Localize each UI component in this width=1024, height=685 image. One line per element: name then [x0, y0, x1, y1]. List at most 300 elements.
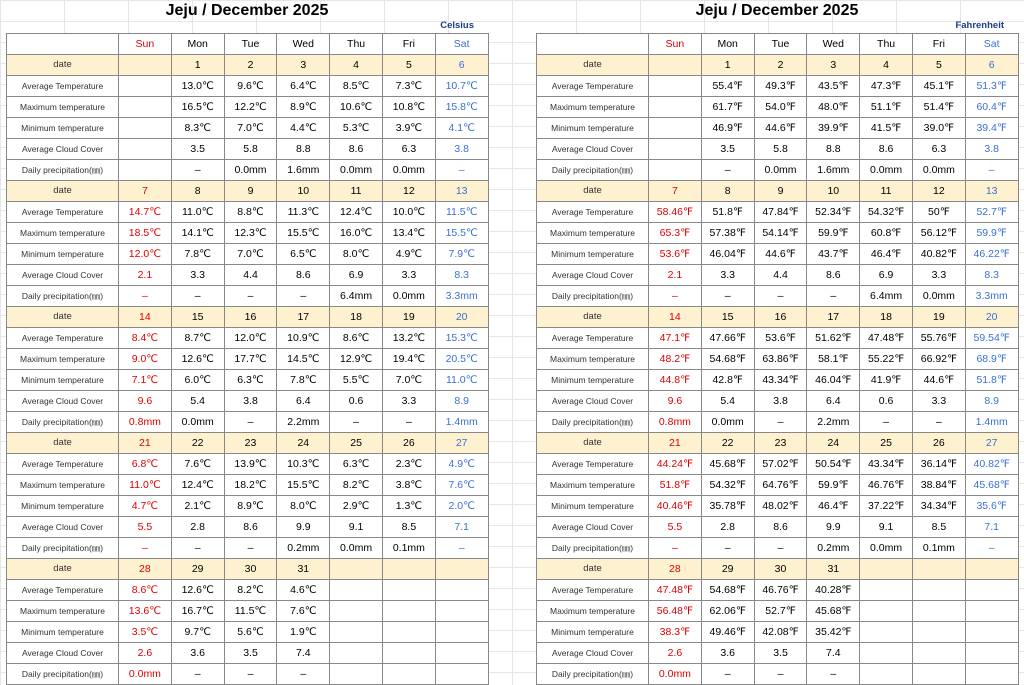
date-cell: 9: [224, 181, 277, 202]
precip-row: [537, 286, 1019, 307]
row-label: Daily precipitation(㎜): [7, 538, 119, 559]
value-cell: 5.6℃: [224, 622, 277, 643]
value-cell: 39.9℉: [807, 118, 860, 139]
value-cell: 0.0mm: [224, 160, 277, 181]
value-cell: 8.2℃: [224, 580, 277, 601]
date-cell: [119, 55, 172, 76]
value-cell: 55.22℉: [860, 349, 913, 370]
value-cell: –: [701, 538, 754, 559]
value-cell: 4.7℃: [119, 496, 172, 517]
value-cell: –: [649, 538, 702, 559]
value-cell: 20.5℃: [435, 349, 488, 370]
value-cell: 51.8℉: [701, 202, 754, 223]
date-cell: 2: [754, 55, 807, 76]
value-cell: [965, 580, 1018, 601]
value-cell: 7.9℃: [435, 244, 488, 265]
value-cell: 7.8℃: [171, 244, 224, 265]
row-label: Average Temperature: [7, 202, 119, 223]
celsius-calendar-table: [6, 33, 489, 685]
value-cell: 3.5: [224, 643, 277, 664]
value-cell: 4.4: [754, 265, 807, 286]
value-cell: 8.4℃: [119, 328, 172, 349]
value-cell: 7.6℃: [435, 475, 488, 496]
date-cell: 20: [965, 307, 1018, 328]
value-cell: 4.1℃: [435, 118, 488, 139]
value-cell: 0.8mm: [119, 412, 172, 433]
value-cell: 4.6℃: [277, 580, 330, 601]
row-label: Maximum temperature: [7, 97, 119, 118]
value-cell: 2.1: [649, 265, 702, 286]
row-label: Minimum temperature: [537, 118, 649, 139]
value-cell: 12.4℃: [330, 202, 383, 223]
panel-title: Jeju / December 2025: [695, 2, 859, 19]
date-cell: 28: [649, 559, 702, 580]
value-cell: 54.0℉: [754, 97, 807, 118]
value-cell: 0.1mm: [382, 538, 435, 559]
value-cell: [382, 664, 435, 685]
value-cell: 0.8mm: [649, 412, 702, 433]
value-cell: 6.4mm: [330, 286, 383, 307]
value-cell: 8.5: [912, 517, 965, 538]
value-cell: 46.9℉: [701, 118, 754, 139]
value-cell: [860, 601, 913, 622]
value-cell: 6.4mm: [860, 286, 913, 307]
value-cell: 47.1℉: [649, 328, 702, 349]
date-cell: 17: [277, 307, 330, 328]
value-cell: 0.0mm: [171, 412, 224, 433]
value-cell: 8.8: [277, 139, 330, 160]
row-label: Minimum temperature: [537, 244, 649, 265]
value-cell: 8.9℃: [224, 496, 277, 517]
value-cell: 46.4℉: [807, 496, 860, 517]
value-cell: 52.7℉: [754, 601, 807, 622]
cloud-cover-row: [537, 265, 1019, 286]
date-row: [7, 181, 489, 202]
value-cell: 40.82℉: [965, 454, 1018, 475]
value-cell: 12.6℃: [171, 349, 224, 370]
value-cell: 56.48℉: [649, 601, 702, 622]
value-cell: 0.2mm: [807, 538, 860, 559]
value-cell: 2.6: [119, 643, 172, 664]
row-label: date: [7, 307, 119, 328]
value-cell: [649, 139, 702, 160]
value-cell: 2.8: [171, 517, 224, 538]
value-cell: –: [119, 538, 172, 559]
value-cell: 16.7℃: [171, 601, 224, 622]
value-cell: 3.6: [171, 643, 224, 664]
value-cell: [435, 664, 488, 685]
value-cell: [435, 622, 488, 643]
value-cell: –: [119, 286, 172, 307]
value-cell: 6.9: [860, 265, 913, 286]
value-cell: 6.5℃: [277, 244, 330, 265]
value-cell: 0.0mm: [649, 664, 702, 685]
value-cell: 0.0mm: [860, 538, 913, 559]
max-temp-row: [537, 223, 1019, 244]
value-cell: [912, 643, 965, 664]
value-cell: 51.8℉: [965, 370, 1018, 391]
row-label: date: [537, 55, 649, 76]
value-cell: 3.3: [912, 265, 965, 286]
value-cell: 43.5℉: [807, 76, 860, 97]
row-label: Maximum temperature: [7, 601, 119, 622]
value-cell: [912, 601, 965, 622]
value-cell: [860, 664, 913, 685]
row-label: Average Cloud Cover: [7, 517, 119, 538]
value-cell: [860, 580, 913, 601]
date-cell: 30: [224, 559, 277, 580]
corner-cell: [537, 34, 649, 55]
date-cell: 5: [912, 55, 965, 76]
value-cell: 8.3℃: [171, 118, 224, 139]
value-cell: 6.4℃: [277, 76, 330, 97]
value-cell: 3.3: [382, 391, 435, 412]
row-label: Average Cloud Cover: [7, 139, 119, 160]
value-cell: 3.5: [171, 139, 224, 160]
value-cell: 18.5℃: [119, 223, 172, 244]
value-cell: 7.0℃: [382, 370, 435, 391]
date-cell: 15: [171, 307, 224, 328]
row-label: Average Temperature: [7, 454, 119, 475]
value-cell: 8.6℃: [119, 580, 172, 601]
value-cell: 5.8: [754, 139, 807, 160]
value-cell: 52.7℉: [965, 202, 1018, 223]
value-cell: 7.0℃: [224, 244, 277, 265]
date-cell: 29: [701, 559, 754, 580]
value-cell: 19.4℃: [382, 349, 435, 370]
value-cell: [330, 643, 383, 664]
row-label: Average Cloud Cover: [7, 391, 119, 412]
value-cell: 15.8℃: [435, 97, 488, 118]
date-cell: 26: [912, 433, 965, 454]
avg-temp-row: [7, 580, 489, 601]
value-cell: 45.68℉: [701, 454, 754, 475]
min-temp-row: [7, 496, 489, 517]
row-label: Average Cloud Cover: [7, 643, 119, 664]
row-label: Average Temperature: [7, 76, 119, 97]
value-cell: 0.0mm: [330, 160, 383, 181]
date-row: [7, 307, 489, 328]
date-row: [7, 559, 489, 580]
date-cell: 15: [701, 307, 754, 328]
value-cell: –: [965, 538, 1018, 559]
value-cell: –: [171, 664, 224, 685]
row-label: Average Temperature: [7, 580, 119, 601]
row-label: date: [537, 559, 649, 580]
value-cell: 8.6: [330, 139, 383, 160]
value-cell: 12.4℃: [171, 475, 224, 496]
value-cell: 13.0℃: [171, 76, 224, 97]
value-cell: 48.2℉: [649, 349, 702, 370]
value-cell: 4.4℃: [277, 118, 330, 139]
value-cell: 55.4℉: [701, 76, 754, 97]
row-label: Average Cloud Cover: [537, 265, 649, 286]
value-cell: 8.0℃: [277, 496, 330, 517]
max-temp-row: [7, 223, 489, 244]
row-label: Average Cloud Cover: [537, 517, 649, 538]
value-cell: 8.8: [807, 139, 860, 160]
value-cell: 10.7℃: [435, 76, 488, 97]
value-cell: 47.48℉: [649, 580, 702, 601]
value-cell: 9.6: [119, 391, 172, 412]
row-label: Daily precipitation(㎜): [537, 160, 649, 181]
value-cell: 10.8℃: [382, 97, 435, 118]
row-label: Average Temperature: [537, 202, 649, 223]
value-cell: 7.1℃: [119, 370, 172, 391]
row-label: Average Cloud Cover: [537, 139, 649, 160]
value-cell: 1.4mm: [965, 412, 1018, 433]
value-cell: 7.1: [965, 517, 1018, 538]
value-cell: 8.9: [435, 391, 488, 412]
value-cell: 7.0℃: [224, 118, 277, 139]
value-cell: 45.68℉: [965, 475, 1018, 496]
value-cell: 66.92℉: [912, 349, 965, 370]
value-cell: 59.9℉: [807, 475, 860, 496]
value-cell: 8.6: [224, 517, 277, 538]
value-cell: 13.4℃: [382, 223, 435, 244]
avg-temp-row: [7, 76, 489, 97]
avg-temp-row: [7, 328, 489, 349]
value-cell: –: [435, 538, 488, 559]
value-cell: 0.1mm: [912, 538, 965, 559]
value-cell: 6.3: [912, 139, 965, 160]
value-cell: 54.14℉: [754, 223, 807, 244]
date-cell: 12: [382, 181, 435, 202]
value-cell: [912, 622, 965, 643]
precip-row: [7, 412, 489, 433]
value-cell: –: [277, 286, 330, 307]
row-label: Average Temperature: [537, 580, 649, 601]
value-cell: 6.3℃: [330, 454, 383, 475]
row-label: Minimum temperature: [7, 244, 119, 265]
value-cell: 9.1: [860, 517, 913, 538]
value-cell: –: [701, 664, 754, 685]
date-cell: 23: [224, 433, 277, 454]
value-cell: 9.9: [807, 517, 860, 538]
date-cell: 10: [807, 181, 860, 202]
value-cell: 8.6℃: [330, 328, 383, 349]
min-temp-row: [7, 622, 489, 643]
avg-temp-row: [537, 454, 1019, 475]
value-cell: –: [330, 412, 383, 433]
avg-temp-row: [7, 454, 489, 475]
value-cell: 51.1℉: [860, 97, 913, 118]
value-cell: 6.4: [807, 391, 860, 412]
avg-temp-row: [537, 328, 1019, 349]
value-cell: 59.9℉: [965, 223, 1018, 244]
value-cell: –: [754, 538, 807, 559]
date-cell: 2: [224, 55, 277, 76]
value-cell: 16.0℃: [330, 223, 383, 244]
date-cell: 12: [912, 181, 965, 202]
value-cell: 11.5℃: [435, 202, 488, 223]
value-cell: 10.0℃: [382, 202, 435, 223]
value-cell: 1.6mm: [277, 160, 330, 181]
value-cell: 5.5: [649, 517, 702, 538]
value-cell: [435, 601, 488, 622]
row-label: Minimum temperature: [7, 118, 119, 139]
date-cell: [382, 559, 435, 580]
value-cell: 0.0mm: [912, 286, 965, 307]
value-cell: 51.3℉: [965, 76, 1018, 97]
value-cell: 11.0℃: [171, 202, 224, 223]
value-cell: 12.0℃: [224, 328, 277, 349]
value-cell: 2.9℃: [330, 496, 383, 517]
row-label: Daily precipitation(㎜): [537, 412, 649, 433]
date-row: [537, 433, 1019, 454]
value-cell: 50.54℉: [807, 454, 860, 475]
value-cell: 9.6: [649, 391, 702, 412]
value-cell: 63.86℉: [754, 349, 807, 370]
value-cell: 68.9℉: [965, 349, 1018, 370]
date-cell: 23: [754, 433, 807, 454]
value-cell: 49.46℉: [701, 622, 754, 643]
precip-row: [537, 538, 1019, 559]
value-cell: 12.2℃: [224, 97, 277, 118]
value-cell: [330, 601, 383, 622]
weekday-header-row: [537, 34, 1019, 55]
value-cell: 11.5℃: [224, 601, 277, 622]
value-cell: 0.6: [330, 391, 383, 412]
value-cell: 12.0℃: [119, 244, 172, 265]
value-cell: 16.5℃: [171, 97, 224, 118]
value-cell: 3.5℃: [119, 622, 172, 643]
row-label: date: [7, 55, 119, 76]
row-label: Daily precipitation(㎜): [7, 664, 119, 685]
value-cell: 0.0mm: [701, 412, 754, 433]
value-cell: 0.6: [860, 391, 913, 412]
value-cell: 48.0℉: [807, 97, 860, 118]
max-temp-row: [7, 601, 489, 622]
value-cell: 3.6: [701, 643, 754, 664]
row-label: Daily precipitation(㎜): [7, 412, 119, 433]
value-cell: 49.3℉: [754, 76, 807, 97]
value-cell: 3.3mm: [435, 286, 488, 307]
avg-temp-row: [537, 76, 1019, 97]
value-cell: 47.66℉: [701, 328, 754, 349]
value-cell: [965, 601, 1018, 622]
date-row: [537, 181, 1019, 202]
value-cell: [912, 580, 965, 601]
value-cell: 51.8℉: [649, 475, 702, 496]
date-cell: 27: [965, 433, 1018, 454]
value-cell: 39.0℉: [912, 118, 965, 139]
value-cell: [119, 139, 172, 160]
value-cell: 15.5℃: [277, 475, 330, 496]
value-cell: 14.7℃: [119, 202, 172, 223]
value-cell: 42.08℉: [754, 622, 807, 643]
value-cell: 12.6℃: [171, 580, 224, 601]
date-cell: 29: [171, 559, 224, 580]
row-label: Daily precipitation(㎜): [537, 286, 649, 307]
value-cell: 2.1: [119, 265, 172, 286]
value-cell: 3.3: [382, 265, 435, 286]
date-cell: 21: [649, 433, 702, 454]
value-cell: [382, 580, 435, 601]
date-cell: 16: [754, 307, 807, 328]
value-cell: [649, 97, 702, 118]
max-temp-row: [537, 475, 1019, 496]
value-cell: 8.0℃: [330, 244, 383, 265]
date-cell: 11: [330, 181, 383, 202]
date-cell: [860, 559, 913, 580]
date-cell: 4: [330, 55, 383, 76]
value-cell: 1.4mm: [435, 412, 488, 433]
value-cell: 13.2℃: [382, 328, 435, 349]
date-cell: 22: [701, 433, 754, 454]
weekday-sat: Sat: [435, 34, 488, 55]
value-cell: [330, 664, 383, 685]
value-cell: 8.9℃: [277, 97, 330, 118]
date-cell: 31: [277, 559, 330, 580]
value-cell: 15.5℃: [435, 223, 488, 244]
value-cell: 12.9℃: [330, 349, 383, 370]
date-cell: 26: [382, 433, 435, 454]
value-cell: 8.5℃: [330, 76, 383, 97]
weekday-header-row: [7, 34, 489, 55]
value-cell: 53.6℉: [754, 328, 807, 349]
value-cell: 54.68℉: [701, 349, 754, 370]
value-cell: 1.3℃: [382, 496, 435, 517]
value-cell: 9.9: [277, 517, 330, 538]
value-cell: –: [171, 286, 224, 307]
value-cell: 5.5℃: [330, 370, 383, 391]
date-cell: 14: [119, 307, 172, 328]
value-cell: 1.6mm: [807, 160, 860, 181]
row-label: Maximum temperature: [537, 475, 649, 496]
value-cell: 5.5: [119, 517, 172, 538]
value-cell: 10.3℃: [277, 454, 330, 475]
weekday-sun: Sun: [119, 34, 172, 55]
date-cell: 25: [330, 433, 383, 454]
value-cell: 39.4℉: [965, 118, 1018, 139]
cloud-cover-row: [7, 517, 489, 538]
precip-row: [7, 286, 489, 307]
value-cell: –: [807, 286, 860, 307]
row-label: Maximum temperature: [7, 223, 119, 244]
row-label: Maximum temperature: [7, 475, 119, 496]
value-cell: 6.9: [330, 265, 383, 286]
value-cell: [965, 664, 1018, 685]
value-cell: –: [754, 664, 807, 685]
unit-label: Fahrenheit: [955, 20, 1004, 31]
value-cell: 3.5: [754, 643, 807, 664]
date-cell: 7: [119, 181, 172, 202]
value-cell: 8.6: [277, 265, 330, 286]
value-cell: 2.0℃: [435, 496, 488, 517]
date-cell: 6: [965, 55, 1018, 76]
date-cell: 11: [860, 181, 913, 202]
row-label: Daily precipitation(㎜): [7, 286, 119, 307]
value-cell: 62.06℉: [701, 601, 754, 622]
value-cell: –: [224, 538, 277, 559]
row-label: Minimum temperature: [7, 622, 119, 643]
fahrenheit-calendar-table: [536, 33, 1019, 685]
weekday-fri: Fri: [382, 34, 435, 55]
avg-temp-row: [537, 580, 1019, 601]
date-row: [7, 433, 489, 454]
value-cell: 61.7℉: [701, 97, 754, 118]
value-cell: [330, 580, 383, 601]
value-cell: 3.3mm: [965, 286, 1018, 307]
value-cell: 8.5: [382, 517, 435, 538]
date-cell: [965, 559, 1018, 580]
max-temp-row: [537, 349, 1019, 370]
date-cell: 25: [860, 433, 913, 454]
cloud-cover-row: [7, 139, 489, 160]
date-cell: [435, 559, 488, 580]
value-cell: 3.5: [701, 139, 754, 160]
